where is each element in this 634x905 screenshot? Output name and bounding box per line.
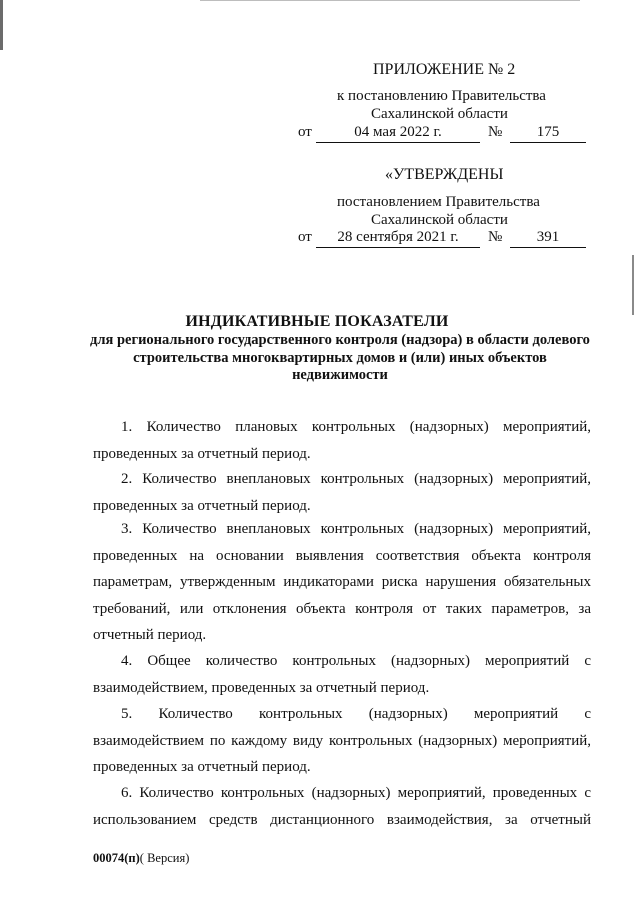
list-item-text: 6. Количество контрольных (надзорных) мероприятий, проведенных с использованием средств дистанционного взаимодействия, за отчетный [93, 785, 591, 828]
list-item [93, 648, 591, 701]
decree-number-1: 175 [510, 124, 586, 143]
document-subtitle: для регионального государственного контроля (надзора) в области долевого строительства многоквартирных домов и (или) иных объектов недвижимости [90, 332, 590, 383]
number-sign: № [488, 229, 503, 245]
reference-line-4: Сахалинской области [371, 212, 508, 228]
appendix-heading: ПРИЛОЖЕНИЕ № 2 [373, 61, 516, 78]
document-code: 00074(п) [93, 851, 140, 865]
approved-heading: «УТВЕРЖДЕНЫ [385, 166, 504, 183]
left-scan-edge [0, 0, 3, 50]
list-item [93, 466, 591, 519]
document-title: ИНДИКАТИВНЫЕ ПОКАЗАТЕЛИ [185, 313, 449, 330]
from-label: от [298, 229, 312, 245]
list-item-text: 1. Количество плановых контрольных (надзорных) мероприятий, проведенных за отчетный период. [93, 419, 591, 462]
list-item-text: 2. Количество внеплановых контрольных (надзорных) мероприятий, проведенных за отчетный период. [93, 471, 591, 514]
version-label: ( Версия) [139, 851, 190, 865]
list-item [93, 516, 591, 649]
decree-date-2: 28 сентября 2021 г. [316, 229, 480, 248]
reference-line-2: Сахалинской области [371, 106, 508, 122]
number-sign: № [488, 124, 503, 140]
top-scan-rule [200, 0, 580, 1]
footer-code [93, 851, 189, 866]
decree-date-1: 04 мая 2022 г. [316, 124, 480, 143]
reference-line-3: постановлением Правительства [337, 194, 540, 210]
list-item [93, 780, 591, 833]
reference-line-1: к постановлению Правительства [337, 88, 546, 104]
list-item [93, 414, 591, 467]
decree-date-line-2 [298, 229, 588, 249]
list-item-text: 5. Количество контрольных (надзорных) мероприятий с взаимодействием по каждому виду контрольных (надзорных) мероприятий, проведенных за отчетный период. [93, 706, 591, 775]
from-label: от [298, 124, 312, 140]
list-item-text: 3. Количество внеплановых контрольных (надзорных) мероприятий, проведенных на основании выявления соответствия объекта контроля параметрам, утвержденным индикаторами риска нарушения обязательных требований, или отклонения объекта контроля от таких параметров, за отчетный период. [93, 521, 591, 643]
decree-number-2: 391 [510, 229, 586, 248]
decree-date-line-1 [298, 124, 588, 144]
list-item-text: 4. Общее количество контрольных (надзорных) мероприятий с взаимодействием, проведенных за отчетный период. [93, 653, 591, 696]
list-item [93, 701, 591, 781]
